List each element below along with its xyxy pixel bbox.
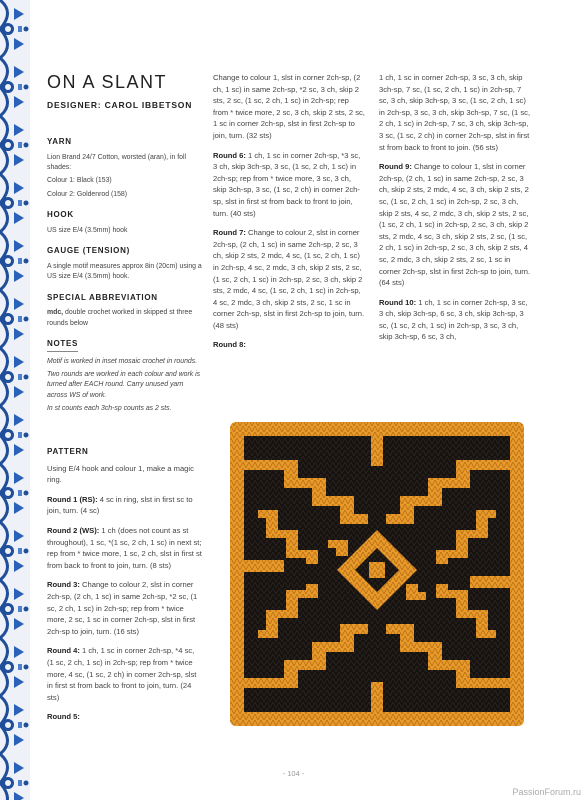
round-label: Round 3: <box>47 580 80 590</box>
round-text: 1 ch (does not count as st throughout), 1 sc, *(1 sc, 2 ch, 1 sc) in next st; rep from * twice more, 1 sc, 2 ch, slst in first st from back to front to join, turn. (8 sts) <box>47 525 202 570</box>
yarn-text: Lion Brand 24/7 Cotton, worsted (aran), in foll shades: <box>47 153 187 171</box>
yarn-colour-2: Colour 2: Goldenrod (158) <box>47 190 128 198</box>
round-instruction <box>213 227 365 331</box>
page-number: - 104 - <box>282 769 305 778</box>
round-text: 1 ch, 1 sc in corner 2ch-sp, 3 sc, 3 ch, skip 3ch-sp, 6 sc, 3 ch, skip 3ch-sp, 3 sc, (1 sc, 2 ch, 1 sc) in 2ch-sp, 3 sc, 3 ch, skip 3ch-sp, 6 sc, 3 ch, <box>379 297 528 342</box>
decorative-tile-border <box>0 0 30 800</box>
note-line: In st counts each 3ch-sp counts as 2 sts. <box>47 405 172 413</box>
instructions-column-3 <box>379 72 531 351</box>
round-text: 1 ch, 1 sc in corner 2ch-sp, *3 sc, 3 ch, skip 3ch-sp, 3 sc, (1 sc, 2 ch, 1 sc) in 2ch-sp; rep from * twice more, 3 sc, 3 ch, skip 3ch-sp, 3 sc, (1 sc, 2 ch) in corner 2ch-sp, slst in first st from back to front to join, turn. (40 sts) <box>213 150 361 218</box>
pattern-heading: PATTERN <box>47 447 89 456</box>
materials-column <box>47 136 202 424</box>
round-label: Round 7: <box>213 228 246 238</box>
round-instruction <box>47 711 202 723</box>
round-text: 1 ch, 1 sc in corner 2ch-sp, *4 sc, (1 sc, 2 ch, 1 sc) in 2ch-sp; rep from * twice more, 4 sc, (1 sc, 2 ch) in corner 2ch-sp, slst in first st from back to front to join, turn. (24 sts) <box>47 646 197 702</box>
hook-text: US size E/4 (3.5mm) hook <box>47 226 128 234</box>
round-label: Round 8: <box>213 340 246 350</box>
round-instruction <box>379 161 531 289</box>
notes-section <box>47 338 202 415</box>
round-label: Round 4: <box>47 646 80 656</box>
gauge-text: A single motif measures approx 8in (20cm) using a US size E/4 (3.5mm) hook. <box>47 262 202 281</box>
round-text: Change to colour 2, slst in corner 2ch-sp, (2 ch, 1 sc) in same 2ch-sp, 2 sc, 3 ch, skip 2 sts, 2 mdc, 4 sc, (1 sc, 2 ch, 1 sc) in 2ch-sp, 4 sc, 2 mdc, 3 ch, skip 2 sts, 2 sc, (1 sc, 2 ch, 1 sc) in 2ch-sp, 2 sc, 3 ch, skip 2 sts, 2 mdc, 4 sc, (1 sc, 2 ch, 1 sc) in 2ch-sp, 4 sc, 2 mdc, 3 ch, skip 2 sts, 2 sc, 1 sc in corner 2ch-sp, slst in first 2ch-sp to join, turn. (48 sts) <box>213 228 365 330</box>
crochet-square-photo <box>228 420 526 728</box>
round-instruction <box>213 150 365 220</box>
round-5-continued: Change to colour 1, slst in corner 2ch-sp, (2 ch, 1 sc) in same 2ch-sp, *2 sc, 3 ch, skip 2 sts, 2 sc, (1 sc, 2 ch, 1 sc) in 2ch-sp; rep from * twice more, 2 sc, 3 ch, skip 2 sts, 2 sc, 1 sc in corner 2ch-sp, slst in first 2ch-sp to join, turn. (32 sts) <box>213 73 365 140</box>
gauge-section <box>47 245 202 282</box>
round-text: Change to colour 2, slst in corner 2ch-sp, (2 ch, 1 sc) in same 2ch-sp, *2 sc, (1 sc, 2 ch, 1 sc) in 2ch-sp; rep from * twice more, 2 sc, 1 sc in corner 2ch-sp, slst in first 2ch-sp to join, turn. (16 sts) <box>47 580 198 636</box>
note-line: Motif is worked in inset mosaic crochet in rounds. <box>47 357 198 365</box>
instructions-column-2 <box>213 72 365 359</box>
round-label: Round 6: <box>213 150 246 160</box>
round-label: Round 1 (RS): <box>47 494 98 504</box>
round-label: Round 2 (WS): <box>47 525 100 535</box>
round-label: Round 9: <box>379 162 412 172</box>
round-text: 4 sc in ring, slst in first sc to join, turn. (4 sc) <box>47 494 193 516</box>
round-8-continued: 1 ch, 1 sc in corner 2ch-sp, 3 sc, 3 ch, skip 3ch-sp, 7 sc, (1 sc, 2 ch, 1 sc) in 2ch-sp, 7 sc, 3 ch, skip 3ch-sp, 3 sc, (1 sc, 2 ch, 1 sc) in 2ch-sp, 3 sc, 3 ch, skip 3ch-sp, 7 sc, (1 sc, 2 ch, 1 sc) in 2ch-sp, 7 sc, 3 ch, skip 3ch-sp, 3 sc, (1 sc, 2 ch) in corner 2ch-sp, slst in first st from back to front to join. (56 sts) <box>379 73 531 152</box>
round-instruction <box>47 525 202 571</box>
notes-heading: NOTES <box>47 338 78 352</box>
round-instruction <box>47 645 202 703</box>
page-title: ON A SLANT <box>47 72 168 92</box>
hook-section <box>47 209 202 236</box>
hook-heading: HOOK <box>47 210 74 220</box>
round-label: Round 5: <box>47 712 80 722</box>
round-label: Round 10: <box>379 297 417 307</box>
round-instruction <box>47 579 202 637</box>
designer-credit: DESIGNER: CAROL IBBETSON <box>47 100 193 110</box>
yarn-heading: YARN <box>47 137 72 146</box>
abbreviation-text <box>47 308 202 329</box>
abbreviation-section <box>47 292 202 329</box>
gauge-heading: GAUGE (TENSION) <box>47 246 130 256</box>
abbreviation-heading: SPECIAL ABBREVIATION <box>47 292 158 302</box>
round-instruction <box>379 297 531 343</box>
round-instruction <box>213 339 365 351</box>
round-instruction <box>47 494 202 517</box>
yarn-colour-1: Colour 1: Black (153) <box>47 177 112 185</box>
pattern-intro: Using E/4 hook and colour 1, make a magic ring. <box>47 463 194 485</box>
yarn-section <box>47 136 202 200</box>
round-text: Change to colour 1, slst in corner 2ch-sp, (2 ch, 1 sc) in same 2ch-sp, 2 sc, 3 ch, skip 2 sts, 2 mdc, 4 sc, 3 ch, skip 2 sts, 2 sc, (1 sc, 2 ch, 1 sc) in 2ch-sp, 2 sc, 3 ch, skip 2 sts, 4 sc, 2 mdc, 3 ch, skip 2 sts, 2 sc, (1 sc, 2 ch, 1 sc) in 2ch-sp, 2 sc, 3 ch, skip 2 sts, 2 mdc, 4 sc, 3 ch, skip 2 sts, 2 sc, (1 sc, 2 ch, 1 sc) in 2ch-sp, 2 sc, 3 ch, skip 2 sts, 4 sc, 2 mdc, 3 ch, skip 2 sts, 2 sc, 1 sc in corner 2ch-sp, slst in first 2ch-sp to join, turn. (64 sts) <box>379 162 531 288</box>
note-line: Two rounds are worked in each colour and work is turned after EACH round. Carry unused yarn across WS of work. <box>47 371 201 399</box>
abbreviation-definition: double crochet worked in skipped st three rounds below <box>47 309 193 327</box>
pattern-column <box>47 446 202 731</box>
site-watermark: PassionForum.ru <box>512 787 581 797</box>
abbreviation-term: mdc, <box>47 309 64 317</box>
